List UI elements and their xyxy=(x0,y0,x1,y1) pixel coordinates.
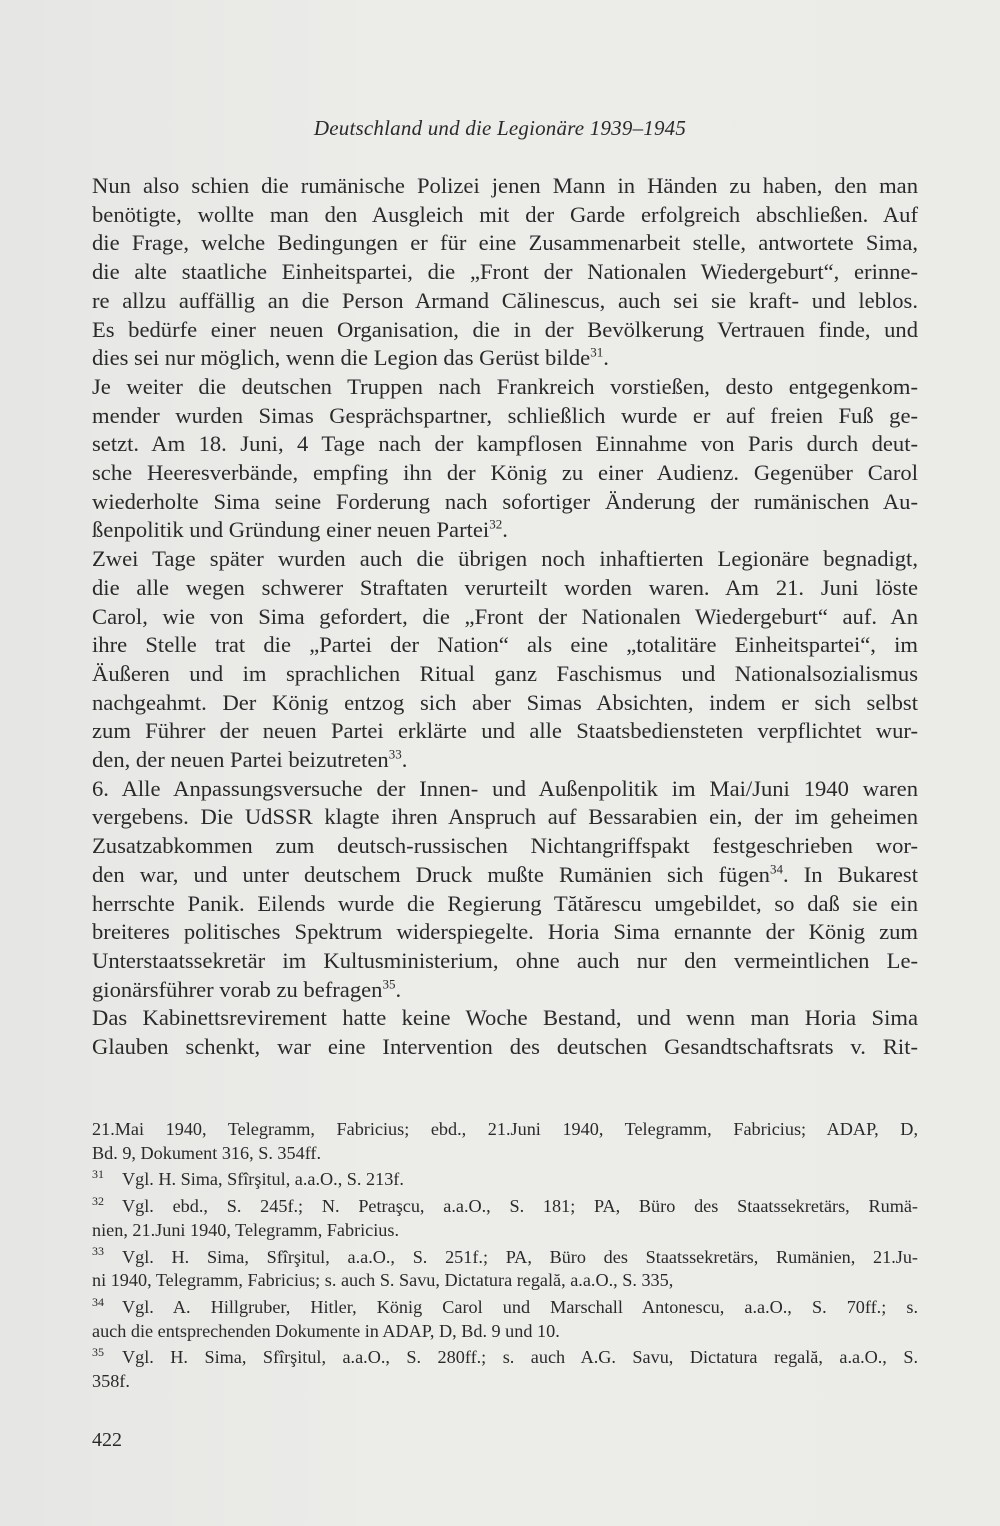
text-line: die alte staatliche Einheitspartei, die „Front der Nationalen Wiedergeburt“, erinne- xyxy=(92,259,918,285)
line-text: dies sei nur möglich, wenn die Legion das Gerüst bilde xyxy=(92,345,591,371)
footnote xyxy=(92,1296,918,1343)
text-line: Carol, wie von Sima gefordert, die „Front der Nationalen Wiedergeburt“ auf. An xyxy=(92,603,918,629)
footnote xyxy=(92,1246,918,1293)
paragraph xyxy=(92,775,918,1005)
footnote-line: ni 1940, Telegramm, Fabricius; s. auch S. Savu, Dictatura regală, a.a.O., S. 335, xyxy=(92,1270,674,1291)
footnote-text: Vgl. H. Sima, Sfîrşitul, a.a.O., S. 213f. xyxy=(122,1169,404,1190)
line-tail: . In Bukarest xyxy=(782,861,918,887)
footnote-text: Vgl. H. Sima, Sfîrşitul, a.a.O., S. 280ff.; s. auch A.G. Savu, Dictatura regală, a.a.O., S. xyxy=(122,1347,918,1368)
footnote-line: 21.Mai 1940, Telegramm, Fabricius; ebd., 21.Juni 1940, Telegramm, Fabricius; ADAP, D, xyxy=(92,1119,918,1139)
footnote xyxy=(92,1168,918,1192)
text-line: die alle wegen schwerer Straftaten verurteilt worden waren. Am 21. Juni löste xyxy=(92,574,918,600)
line-text: den, der neuen Partei beizutreten xyxy=(92,747,389,773)
text-line xyxy=(92,516,918,545)
footnote-line: auch die entsprechenden Dokumente in ADAP, D, Bd. 9 und 10. xyxy=(92,1320,560,1341)
footnote-continuation xyxy=(92,1118,918,1165)
paragraph xyxy=(92,373,918,545)
text-line: Glauben schenkt, war eine Intervention des deutschen Gesandtschaftsrats v. Rit- xyxy=(92,1034,918,1060)
paragraph xyxy=(92,172,918,373)
footnote xyxy=(92,1195,918,1242)
footnote-line: 33 Vgl. H. Sima, Sfîrşitul, a.a.O., S. 251f.; PA, Büro des Staatssekretärs, Rumänien, 21.Ju- xyxy=(92,1244,918,1267)
paragraph xyxy=(92,1004,918,1061)
text-line: breiteres politisches Spektrum widerspiegelte. Horia Sima ernannte der König zum xyxy=(92,919,918,945)
text-line: re allzu auffällig an die Person Armand Călinescus, auch sei sie kraft- und leblos. xyxy=(92,287,918,313)
text-line: herrschte Panik. Eilends wurde die Regierung Tătărescu umgebildet, so daß sie ein xyxy=(92,890,918,916)
body-text xyxy=(92,172,918,1062)
text-line: wiederholte Sima seine Forderung nach sofortiger Änderung der rumänischen Au- xyxy=(92,488,918,514)
line-text: ßenpolitik und Gründung einer neuen Partei xyxy=(92,517,490,543)
footnote xyxy=(92,1346,918,1393)
footnote-line: Bd. 9, Dokument 316, S. 354ff. xyxy=(92,1142,322,1163)
footnote-text: Vgl. H. Sima, Sfîrşitul, a.a.O., S. 251f.; PA, Büro des Staatssekretärs, Rumänien, 21.Ju- xyxy=(122,1246,918,1267)
footnote-line: 34 Vgl. A. Hillgruber, Hitler, König Carol und Marschall Antonescu, a.a.O., S. 70ff.; s. xyxy=(92,1294,918,1317)
footnote-text: Vgl. A. Hillgruber, Hitler, König Carol und Marschall Antonescu, a.a.O., S. 70ff.; s. xyxy=(122,1296,918,1317)
text-line: sche Heeresverbände, empfing ihn der König zu einer Audienz. Gegenüber Carol xyxy=(92,460,918,486)
footnote-line: 35 Vgl. H. Sima, Sfîrşitul, a.a.O., S. 280ff.; s. auch A.G. Savu, Dictatura regală, a.a.O., S. xyxy=(92,1345,918,1368)
footnotes xyxy=(92,1118,918,1397)
line-text: gionärsführer vorab zu befragen xyxy=(92,976,383,1002)
text-line: Nun also schien die rumänische Polizei jenen Mann in Händen zu haben, den man xyxy=(92,173,918,198)
text-line: Äußeren und im sprachlichen Ritual ganz Faschismus und Nationalsozialismus xyxy=(92,660,918,686)
text-line: Je weiter die deutschen Truppen nach Frankreich vorstießen, desto entgegenkom- xyxy=(92,373,918,399)
text-line: nachgeahmt. Der König entzog sich aber Simas Absichten, indem er sich selbst xyxy=(92,689,918,715)
text-line: 6. Alle Anpassungsversuche der Innen- und Außenpolitik im Mai/Juni 1940 waren xyxy=(92,775,918,801)
line-tail: . xyxy=(502,517,508,543)
footnote-line: 31 Vgl. H. Sima, Sfîrşitul, a.a.O., S. 213f. xyxy=(92,1167,404,1190)
line-tail: . xyxy=(401,747,408,773)
line-tail: . xyxy=(603,345,609,371)
text-line: die Frage, welche Bedingungen er für eine Zusammenarbeit stelle, antwortete Sima, xyxy=(92,230,918,256)
running-head: Deutschland und die Legionäre 1939–1945 xyxy=(313,116,687,140)
text-line: Es bedürfe einer neuen Organisation, die in der Bevölkerung Vertrauen finde, und xyxy=(92,316,918,342)
page-number: 422 xyxy=(92,1429,122,1451)
footnote-line: 32 Vgl. ebd., S. 245f.; N. Petraşcu, a.a.O., S. 181; PA, Büro des Staatssekretärs, Rumä- xyxy=(92,1194,918,1217)
text-line: Zusatzabkommen zum deutsch-russischen Nichtangriffspakt festgeschrieben wor- xyxy=(92,833,918,859)
text-line: zum Führer der neuen Partei erklärte und alle Staatsbediensteten verpflichtet wur- xyxy=(92,718,918,744)
text-line xyxy=(92,976,918,1005)
text-line xyxy=(92,344,918,373)
line-tail: . xyxy=(395,976,402,1002)
text-line: Unterstaatssekretär im Kultusministerium, ohne auch nur den vermeintlichen Le- xyxy=(92,947,918,973)
footnote-reference[interactable]: 34 xyxy=(769,861,783,877)
footnote-reference[interactable]: 33 xyxy=(388,746,402,762)
footnote-line: nien, 21.Juni 1940, Telegramm, Fabricius. xyxy=(92,1219,400,1240)
footnote-reference[interactable]: 31 xyxy=(590,344,604,360)
footnote-reference[interactable]: 32 xyxy=(489,516,503,532)
text-line: Zwei Tage später wurden auch die übrigen noch inhaftierten Legionäre begnadigt, xyxy=(92,546,918,572)
paragraph xyxy=(92,545,918,775)
footnote-text: Vgl. ebd., S. 245f.; N. Petraşcu, a.a.O., S. 181; PA, Büro des Staatssekretärs, Rumä- xyxy=(122,1196,918,1217)
text-line: setzt. Am 18. Juni, 4 Tage nach der kampflosen Einnahme von Paris durch deut- xyxy=(92,431,918,457)
text-line: Das Kabinettsrevirement hatte keine Woche Bestand, und wenn man Horia Sima xyxy=(92,1005,918,1031)
footnote-line: 358f. xyxy=(92,1371,130,1392)
text-line xyxy=(92,746,918,775)
text-line xyxy=(92,861,918,890)
text-line: vergebens. Die UdSSR klagte ihren Anspruch auf Bessarabien ein, der im geheimen xyxy=(92,804,918,830)
text-line: mender wurden Simas Gesprächspartner, schließlich wurde er auf freien Fuß ge- xyxy=(92,402,918,428)
text-line: benötigte, wollte man den Ausgleich mit der Garde erfolgreich abschließen. Auf xyxy=(92,201,918,227)
footnote-reference[interactable]: 35 xyxy=(382,976,396,992)
text-line: ihre Stelle trat die „Partei der Nation“ als eine „totalitäre Einheitspartei“, im xyxy=(92,632,918,658)
line-text: den war, und unter deutschem Druck mußte Rumänien sich fügen xyxy=(92,861,770,887)
